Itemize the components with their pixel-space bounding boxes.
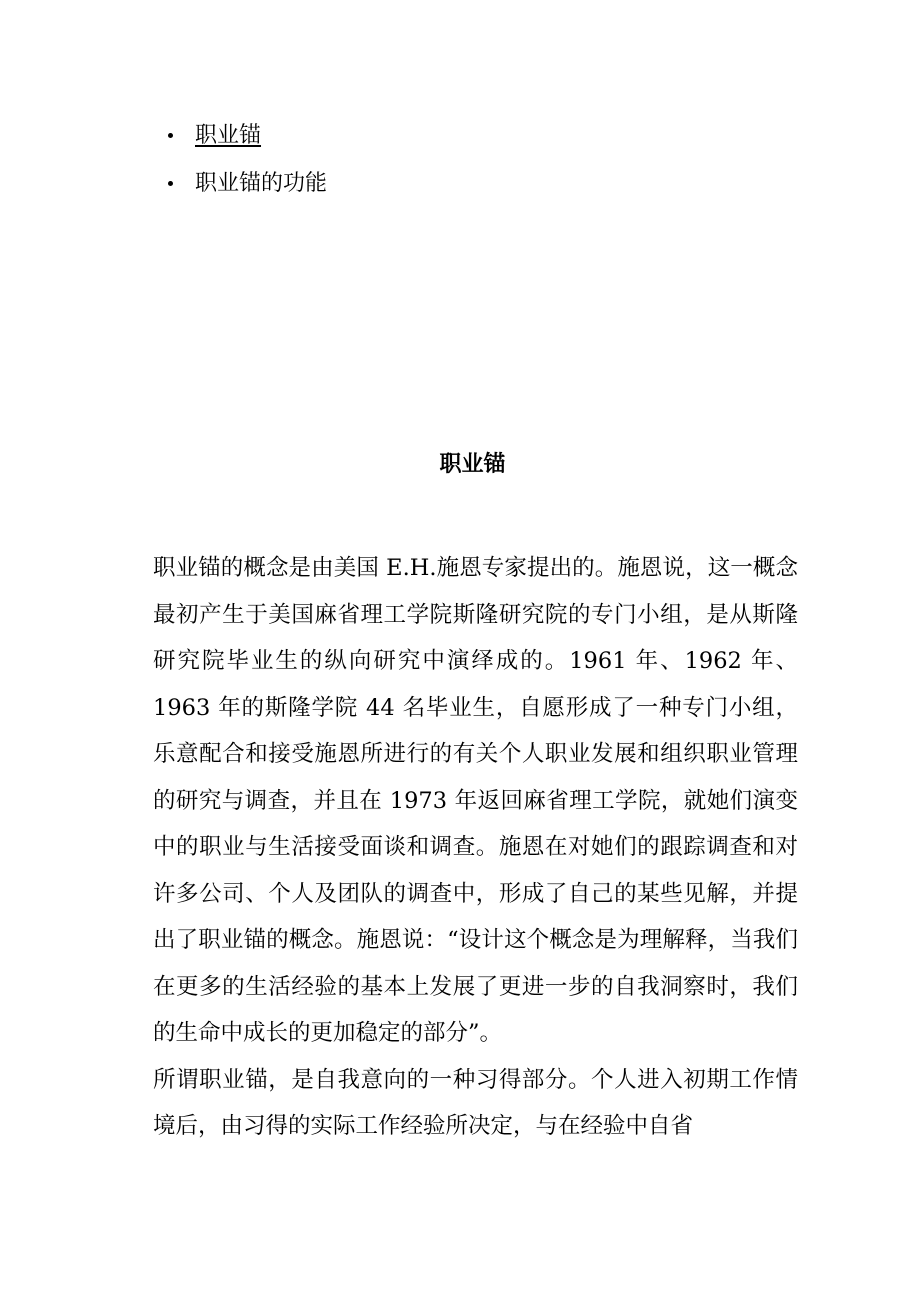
bullet-icon	[168, 133, 173, 138]
paragraph: 所谓职业锚，是自我意向的一种习得部分。个人进入初期工作情境后，由习得的实际工作经验所决定，与在经验中自省	[153, 1066, 798, 1139]
toc-item[interactable]	[160, 112, 327, 160]
toc-link-career-anchor[interactable]: 职业锚	[195, 123, 262, 148]
paragraph: 职业锚的概念是由美国 E.H.施恩专家提出的。施恩说，这一概念最初产生于美国麻省理工学院斯隆研究院的专门小组，是从斯隆研究院毕业生的纵向研究中演绎成的。1961 年、1962 年、1963 年的斯隆学院 44 名毕业生，自愿形成了一种专门小组，乐意配合和接受施恩所进行的有关个人职业发展和组织职业管理的研究与调查，并且在 1973 年返回麻省理工学院，就她们演变中的职业与生活接受面谈和调查。施恩在对她们的跟踪调查和对许多公司、个人及团队的调查中，形成了自己的某些见解，并提出了职业锚的概念。施恩说：“设计这个概念是为理解释，当我们在更多的生活经验的基本上发展了更进一步的自我洞察时，我们的生命中成长的更加稳定的部分”。	[153, 555, 798, 1046]
table-of-contents	[160, 112, 327, 208]
bullet-icon	[168, 181, 173, 186]
section-title: 职业锚	[439, 451, 506, 477]
toc-label-career-anchor-functions: 职业锚的功能	[195, 171, 328, 196]
toc-item	[160, 160, 327, 208]
section-body	[153, 545, 798, 1150]
